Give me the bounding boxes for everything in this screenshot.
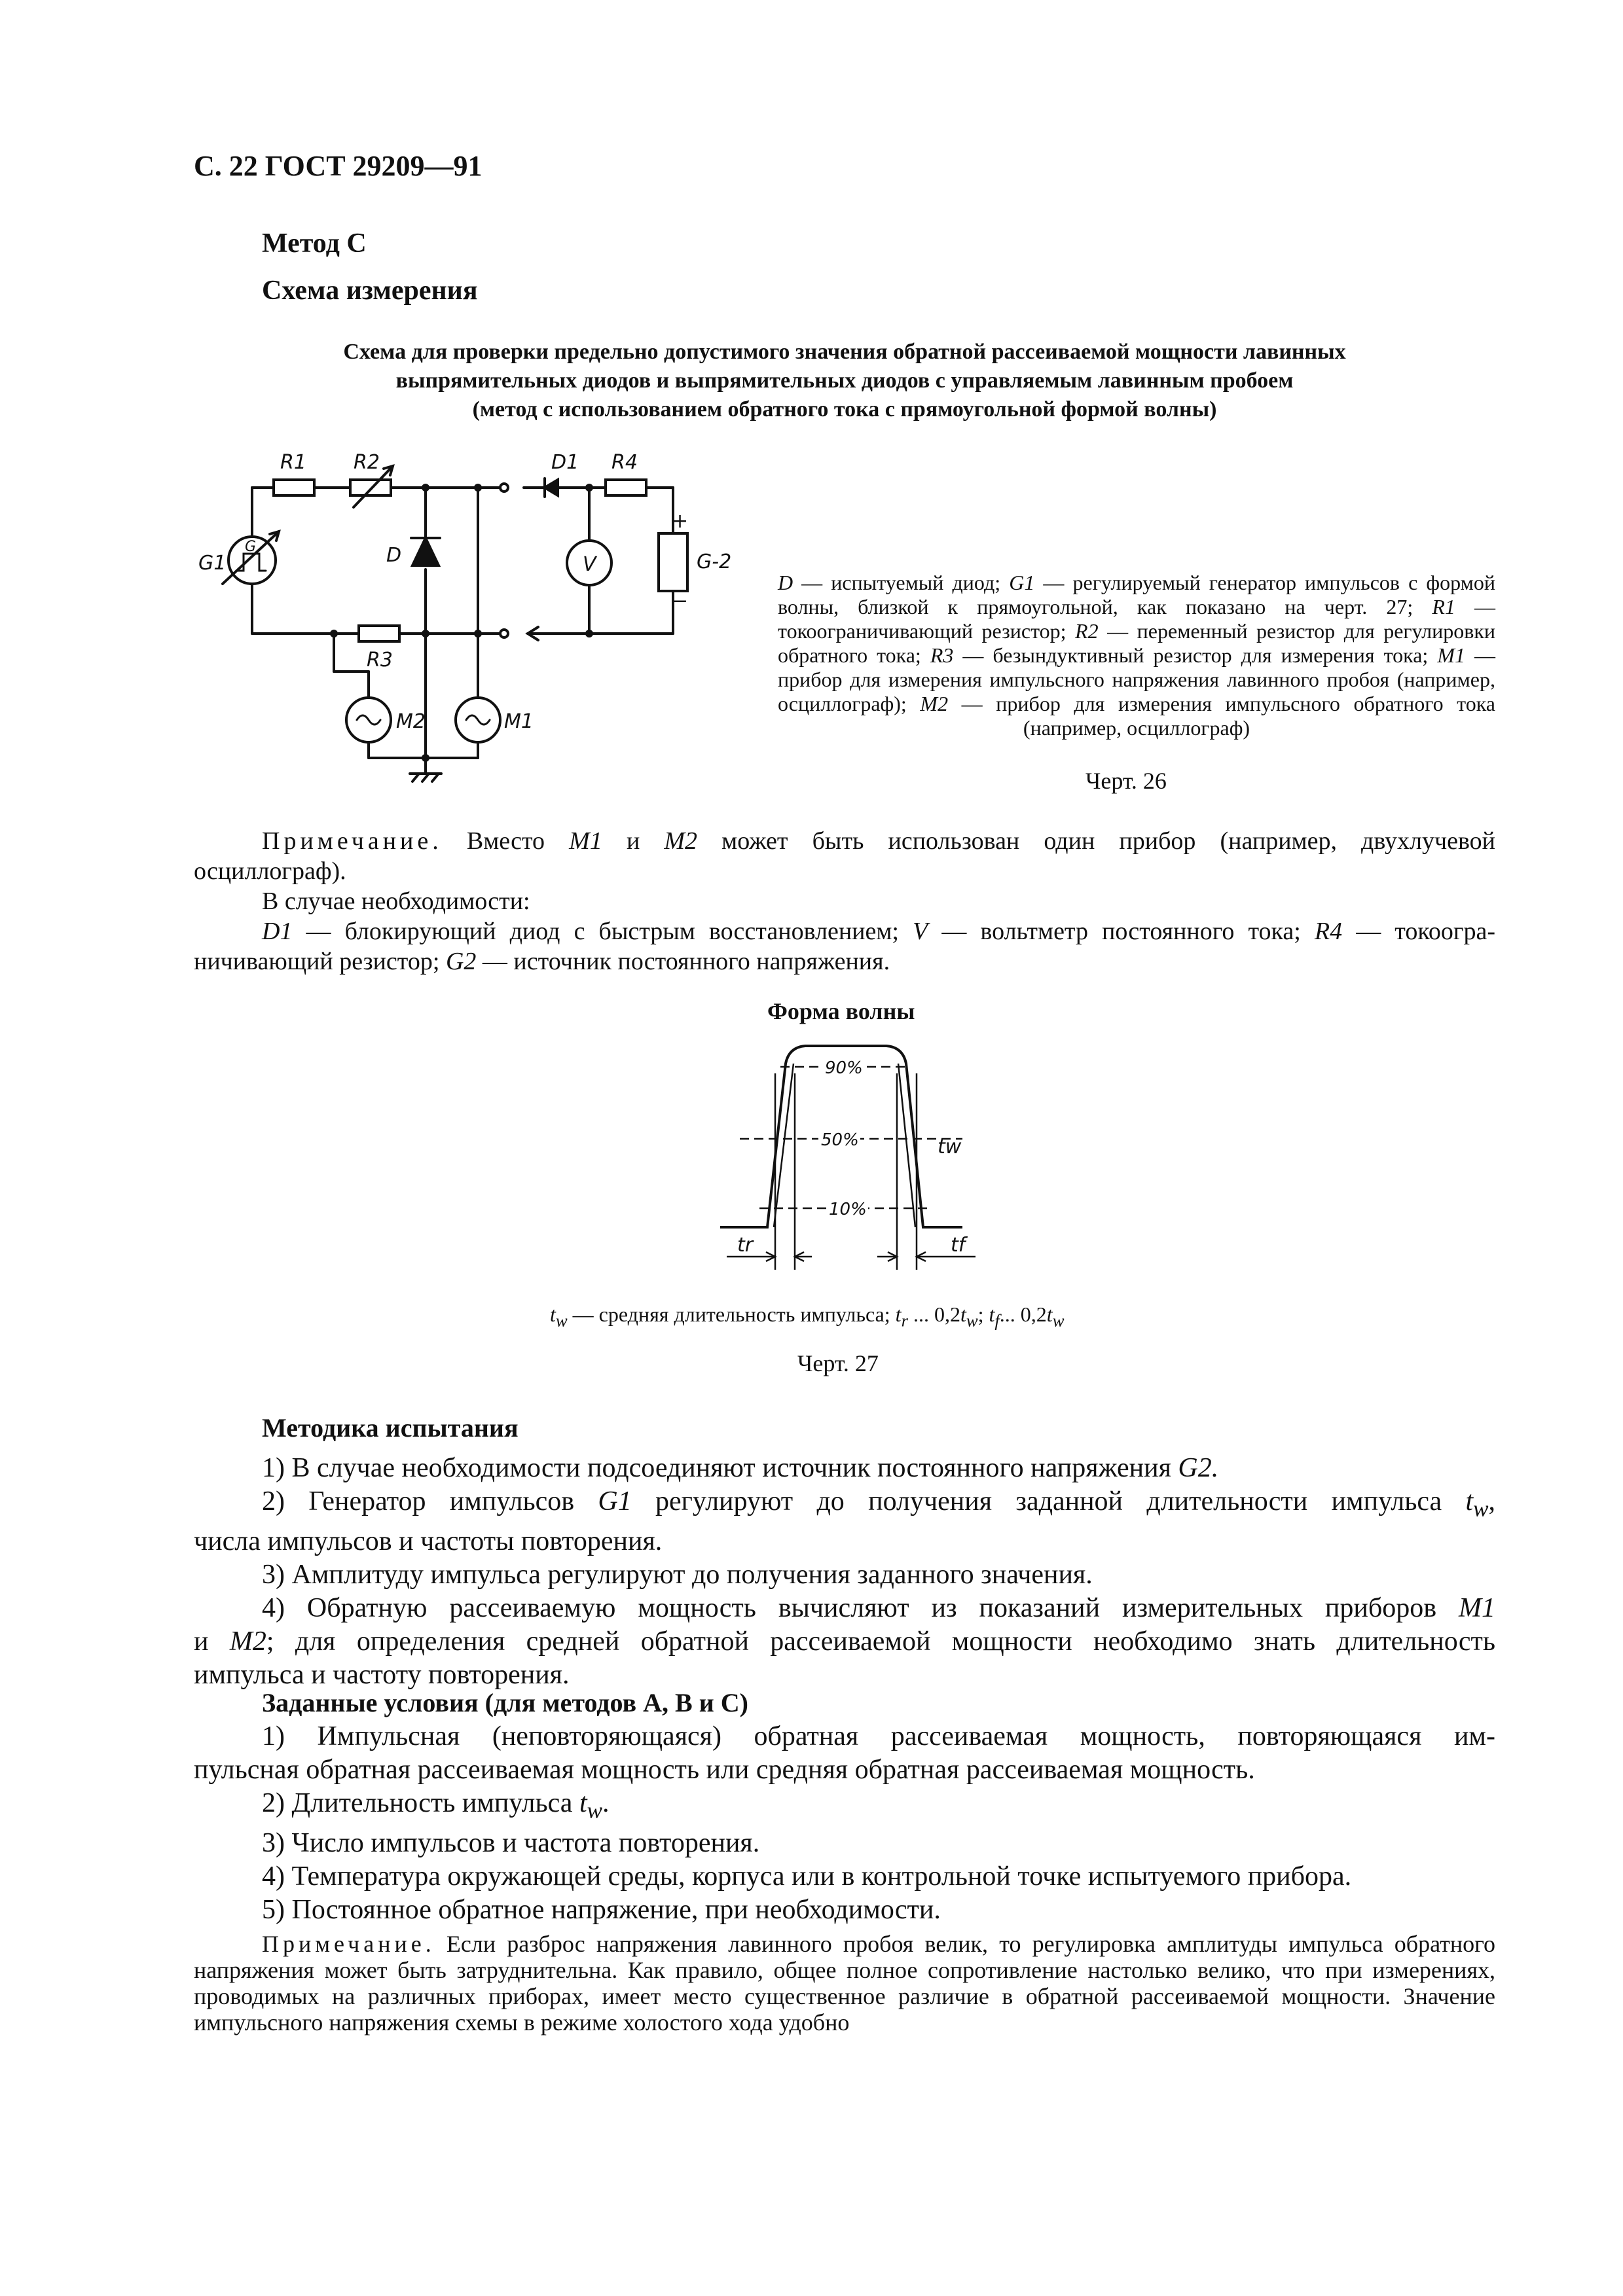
figure-27-title: Форма волны [767, 998, 915, 1024]
note-text: В случае необходимости: [262, 888, 530, 915]
note-word: Примечание. [262, 827, 443, 855]
condition-text: 5) Постоянное обратное напряжение, при необходимости. [262, 1895, 941, 1926]
note-symbol: V [913, 918, 928, 945]
note-symbol: M2 [664, 827, 698, 855]
legend-symbol: M1 [1437, 643, 1465, 667]
note-text: осциллограф). [194, 857, 346, 885]
figure-26-label: Черт. 26 [1085, 768, 1167, 794]
caption-symbol: t [895, 1302, 902, 1326]
step-text: 4) Обратную рассеиваемую мощность вычисляют из показаний измерительных приборов [262, 1593, 1459, 1624]
procedure-steps [194, 1452, 1495, 1692]
step-subscript: w [1473, 1496, 1489, 1522]
label-d: D [386, 544, 402, 567]
note-symbol: R4 [1314, 918, 1343, 945]
label-tw: tw [938, 1136, 962, 1158]
step-symbol: t [1465, 1486, 1474, 1516]
label-r4: R4 [611, 451, 638, 474]
legend-symbol: R1 [1432, 595, 1455, 619]
conditions-title: Заданные условия (для методов А, В и С) [262, 1688, 748, 1717]
condition-subscript: w [587, 1797, 602, 1823]
note-text: — источник постоянного напряжения. [476, 948, 890, 975]
label-m2: M2 [396, 710, 426, 733]
legend-text: — прибор для измерения импульсного напряжения лавинного пробоя (например, осциллограф); [778, 643, 1496, 715]
step-text: числа импульсов и частоты повторения. [194, 1526, 663, 1557]
note-text: ничивающий резистор; [194, 948, 446, 975]
figure-27-caption [550, 1302, 1064, 1331]
note-text: — блокирующий диод с быстрым восстановлением; [292, 918, 913, 945]
label-50: 50% [821, 1130, 859, 1150]
caption-text: ... 0,2 [999, 1302, 1047, 1326]
procedure-title: Методика испытания [262, 1413, 519, 1443]
legend-text: — прибор для измерения импульсного обратного тока (например, осциллограф) [948, 692, 1495, 740]
legend-symbol: M2 [920, 692, 949, 715]
label-g1-inner: G [245, 539, 257, 555]
legend-symbol: D [778, 571, 793, 594]
label-10: 10% [829, 1200, 867, 1219]
legend-text: — испытуемый диод; [793, 571, 1010, 594]
page-header: С. 22 ГОСТ 29209—91 [194, 150, 483, 182]
label-r1: R1 [280, 451, 306, 474]
label-minus: − [672, 590, 689, 613]
caption-text: ; [977, 1302, 989, 1326]
step-symbol: M1 [1459, 1593, 1495, 1624]
label-tr: tr [737, 1234, 754, 1257]
step-symbol: M2 [229, 1626, 266, 1657]
method-title: Метод С [262, 228, 367, 259]
waveform-diagram [714, 1034, 989, 1283]
condition-text: 2) Длительность импульса [262, 1788, 579, 1818]
step-text: регулируют до получения заданной длительности импульса [631, 1486, 1466, 1516]
legend-text: — токоограничивающий резистор; [778, 595, 1496, 643]
caption-symbol: t [550, 1302, 556, 1326]
note-2 [194, 1931, 1495, 2036]
step-text: импульса и частоту повторения. [194, 1660, 570, 1691]
caption-line: Схема для проверки предельно допустимого значения обратной рассеиваемой мощности лавинных [343, 340, 1346, 364]
caption-text: ... 0,2 [907, 1302, 960, 1326]
label-plus: + [672, 510, 689, 533]
step-symbol: G2. [1178, 1453, 1219, 1483]
condition-text: 3) Число импульсов и частота повторения. [262, 1828, 760, 1859]
note-text: и [602, 827, 665, 855]
scheme-title: Схема измерения [262, 276, 478, 306]
caption-subscript: w [1052, 1310, 1065, 1331]
note-text: Вместо [442, 827, 570, 855]
condition-text: 4) Температура окружающей среды, корпуса или в контрольной точке испытуемого прибора. [262, 1861, 1352, 1892]
label-r2: R2 [354, 451, 380, 474]
caption-symbol: t [1046, 1302, 1053, 1326]
label-tf: tf [951, 1234, 966, 1257]
caption-line: выпрямительных диодов и выпрямительных диодов с управляемым лавинным пробоем [395, 368, 1294, 393]
figure-27-label: Черт. 27 [797, 1350, 879, 1376]
step-text: , [1488, 1486, 1495, 1516]
label-90: 90% [825, 1058, 863, 1078]
label-g2: G-2 [697, 550, 732, 573]
label-m1: M1 [504, 710, 534, 733]
note-symbol: G2 [445, 948, 477, 975]
note-symbol: M1 [569, 827, 602, 855]
step-symbol: G1 [598, 1486, 632, 1516]
caption-text: — средняя длительность импульса; [567, 1302, 896, 1326]
note-text: — вольтметр постоянного тока; [928, 918, 1315, 945]
note-text: — токоогра- [1342, 918, 1496, 945]
step-text: 2) Генератор импульсов [262, 1486, 598, 1516]
circuit-diagram [196, 439, 773, 805]
condition-text: . [602, 1788, 610, 1818]
caption-line: (метод с использованием обратного тока с прямоугольной формой волны) [472, 397, 1217, 422]
legend-symbol: R3 [930, 643, 954, 667]
note-text: может быть использован один прибор (например, двухлучевой [697, 827, 1495, 855]
note-word: Примечание. [262, 1931, 435, 1957]
condition-text: пульсная обратная рассеиваемая мощность или средняя обратная рассеиваемая мощность. [194, 1755, 1255, 1785]
note-text: Если разброс напряжения лавинного пробоя велик, то регулировка амплитуды импульса обратного напряжения может быть затруднительна. Как правило, общее полное сопротивление настолько велико, что при измерениях, проводимых на различных приборах, имеет место существенное различие в обратной рассеиваемой мощности. Значение импульсного напряжения схемы в режиме холостого хода удобно [194, 1931, 1495, 2036]
step-text: 1) В случае необходимости подсоединяют источник постоянного напряжения [262, 1453, 1178, 1483]
legend-symbol: G1 [1009, 571, 1035, 594]
legend-text: — безындуктивный резистор для измерения тока; [953, 643, 1438, 667]
caption-subscript: w [966, 1310, 978, 1331]
step-text: 3) Амплитуду импульса регулируют до получения заданного значения. [262, 1560, 1093, 1590]
caption-symbol: t [960, 1302, 966, 1326]
step-text: ; для определения средней обратной рассеиваемой мощности необходимо знать длительность [266, 1626, 1495, 1657]
condition-text: 1) Импульсная (неповторяющаяся) обратная рассеиваемая мощность, повторяющаяся им- [262, 1721, 1495, 1751]
note-symbol: D1 [262, 918, 293, 945]
condition-symbol: t [579, 1788, 587, 1818]
label-v: V [583, 553, 596, 576]
conditions-list [194, 1720, 1495, 1927]
step-text: и [194, 1626, 230, 1657]
legend-text: — регулируемый генератор импульсов с формой волны, близкой к прямоугольной, как показано на черт. 27; [778, 571, 1496, 619]
legend-text: — переменный резистор для регулировки обратного тока; [778, 619, 1495, 667]
figure-26-legend [778, 571, 1495, 740]
label-r3: R3 [367, 649, 393, 672]
label-g1: G1 [198, 552, 227, 575]
caption-subscript: f [994, 1310, 1000, 1331]
note-1 [194, 826, 1495, 977]
caption-subscript: w [555, 1310, 568, 1331]
legend-symbol: R2 [1075, 619, 1099, 643]
label-d1: D1 [551, 451, 579, 474]
caption-symbol: t [989, 1302, 995, 1326]
figure-26-caption [194, 338, 1495, 424]
caption-subscript: r [901, 1310, 908, 1331]
